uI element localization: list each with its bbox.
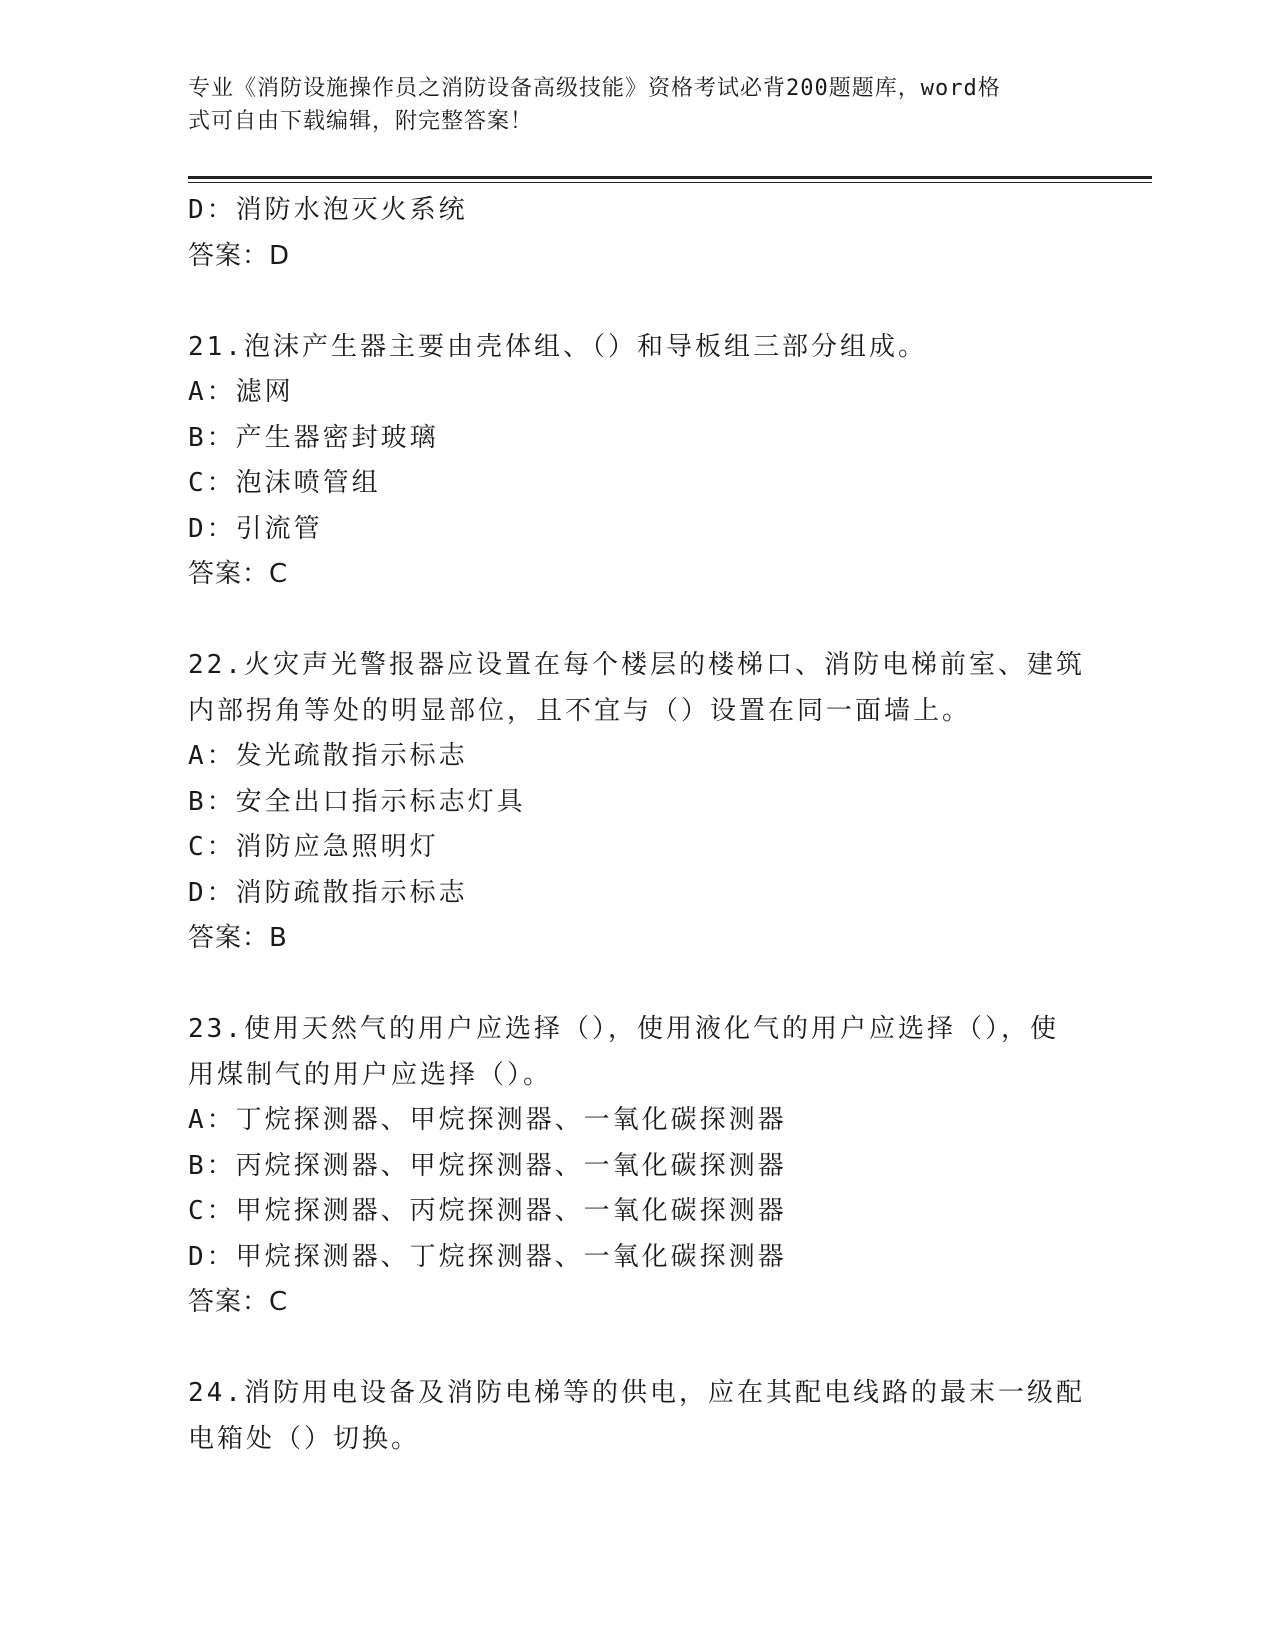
document-header bbox=[188, 72, 1068, 138]
question-stem-cont: 内部拐角等处的明显部位，且不宜与（）设置在同一面墙上。 bbox=[188, 695, 972, 726]
question-stem: 21.泡沫产生器主要由壳体组、（）和导板组三部分组成。 bbox=[188, 331, 927, 362]
question-stem: 22.火灾声光警报器应设置在每个楼层的楼梯口、消防电梯前室、建筑 bbox=[188, 650, 1085, 680]
question-list bbox=[188, 188, 1088, 1462]
header-line-1: 专业《消防设施操作员之消防设备高级技能》资格考试必背200题题库，word格 bbox=[188, 76, 1001, 101]
header-rule-thin bbox=[188, 182, 1152, 183]
answer: 答案：C bbox=[188, 1287, 289, 1317]
option-c: C：泡沫喷管组 bbox=[188, 468, 381, 498]
option-b: B：安全出口指示标志灯具 bbox=[188, 786, 526, 817]
spacer bbox=[188, 279, 1088, 325]
option-c: C：甲烷探测器、丙烷探测器、一氧化碳探测器 bbox=[188, 1196, 787, 1226]
answer: 答案：D bbox=[188, 240, 291, 271]
header-line-2: 式可自由下载编辑，附完整答案！ bbox=[188, 109, 534, 134]
answer: 答案：B bbox=[188, 923, 288, 953]
question-stem: 23.使用天然气的用户应选择（），使用液化气的用户应选择（），使 bbox=[188, 1014, 1059, 1044]
option-d: D：消防水泡灭火系统 bbox=[188, 195, 468, 225]
answer: 答案：C bbox=[188, 559, 289, 589]
option-a: A：发光疏散指示标志 bbox=[188, 741, 468, 771]
option-d: D：消防疏散指示标志 bbox=[188, 877, 468, 908]
option-a: A：滤网 bbox=[188, 377, 294, 407]
option-d: D：引流管 bbox=[188, 513, 323, 544]
option-c: C：消防应急照明灯 bbox=[188, 832, 439, 862]
question-stem-cont: 电箱处（）切换。 bbox=[188, 1423, 421, 1454]
option-b: B：产生器密封玻璃 bbox=[188, 422, 439, 453]
question-stem-cont: 用煤制气的用户应选择（）。 bbox=[188, 1059, 553, 1090]
option-d: D：甲烷探测器、丁烷探测器、一氧化碳探测器 bbox=[188, 1241, 787, 1272]
header-rule-thick bbox=[188, 176, 1152, 179]
spacer bbox=[188, 1326, 1088, 1372]
question-22 bbox=[188, 643, 1088, 962]
question-23 bbox=[188, 1007, 1088, 1326]
question-stem: 24.消防用电设备及消防电梯等的供电，应在其配电线路的最末一级配 bbox=[188, 1378, 1085, 1408]
spacer bbox=[188, 962, 1088, 1008]
option-b: B：丙烷探测器、甲烷探测器、一氧化碳探测器 bbox=[188, 1150, 787, 1181]
option-a: A：丁烷探测器、甲烷探测器、一氧化碳探测器 bbox=[188, 1105, 787, 1135]
question-24 bbox=[188, 1371, 1088, 1462]
previous-question-tail bbox=[188, 188, 1088, 279]
question-21 bbox=[188, 325, 1088, 598]
spacer bbox=[188, 598, 1088, 644]
